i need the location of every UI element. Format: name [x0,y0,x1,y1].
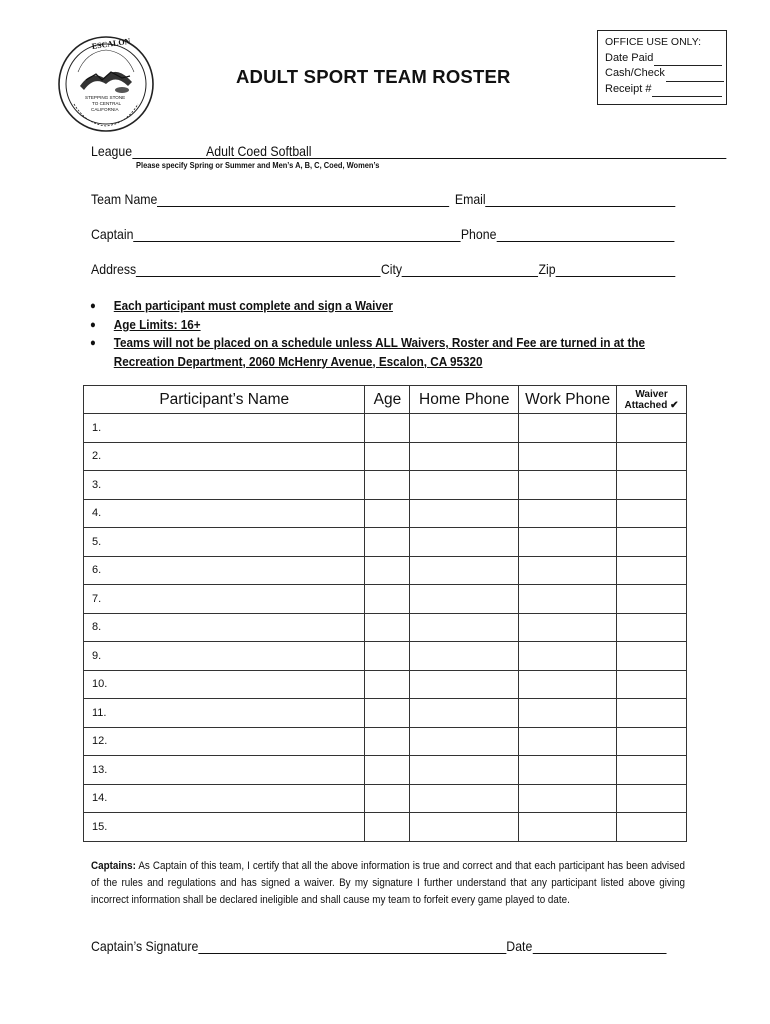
city-seal [56,34,156,134]
league-row [91,143,726,159]
captain-certification [91,858,685,909]
age-cell[interactable] [365,414,410,443]
waiver-cell[interactable] [617,813,687,842]
address-label: Address [91,261,137,277]
work-phone-cell[interactable] [519,613,617,642]
office-receipt [605,82,726,98]
waiver-header-line-1: Waiver [635,388,668,400]
age-cell[interactable] [365,756,410,785]
date-label: Date [506,938,533,954]
participant-name-cell[interactable]: 13. [84,756,365,785]
signature-row [91,938,666,954]
work-phone-cell[interactable] [519,727,617,756]
office-cash-check-label: Cash/Check [605,67,665,79]
roster-row [84,670,687,699]
roster-row [84,756,687,785]
home-phone-cell[interactable] [410,727,519,756]
phone-field[interactable] [496,228,674,242]
roster-row [84,642,687,671]
bullet-icon: ● [90,337,96,349]
waiver-header-line-2: Attached ✔ [624,399,679,411]
rules-list [90,297,680,371]
rule-waiver: Each participant must complete and sign a Waiver [113,298,393,313]
col-age: Age [365,386,410,414]
bullet-icon: ● [90,318,96,331]
roster-row [84,784,687,813]
home-phone-cell[interactable] [410,784,519,813]
rule-item [90,297,680,316]
roster-body [84,414,687,842]
roster-table [83,385,687,842]
age-cell[interactable] [365,727,410,756]
roster-row [84,528,687,557]
home-phone-cell[interactable] [410,756,519,785]
roster-row [84,699,687,728]
roster-row [84,613,687,642]
team-name-label: Team Name [91,191,158,207]
age-cell[interactable] [365,499,410,528]
home-phone-cell[interactable] [410,613,519,642]
address-row [91,261,675,277]
participant-name-cell[interactable]: 9. [84,642,365,671]
participant-name-cell[interactable]: 8. [84,613,365,642]
waiver-cell[interactable] [617,727,687,756]
age-cell[interactable] [365,699,410,728]
home-phone-cell[interactable] [410,414,519,443]
waiver-cell[interactable] [617,642,687,671]
captain-label: Captain [91,226,134,242]
waiver-cell[interactable] [617,556,687,585]
work-phone-cell[interactable] [519,756,617,785]
age-cell[interactable] [365,813,410,842]
participant-name-cell[interactable]: 3. [84,471,365,500]
roster-row [84,414,687,443]
roster-row [84,727,687,756]
work-phone-cell[interactable] [519,414,617,443]
bullet-icon: ● [90,300,96,312]
work-phone-cell[interactable] [519,499,617,528]
office-date-paid-label: Date Paid [605,51,654,64]
work-phone-cell[interactable] [519,471,617,500]
office-use-box [597,30,727,105]
rule-age: Age Limits: 16+ [113,316,201,332]
captain-row [91,226,674,242]
rule-item [90,334,680,353]
participant-name-cell[interactable]: 11. [84,699,365,728]
participant-name-cell[interactable]: 14. [84,784,365,813]
rule-item [90,316,680,335]
home-phone-cell[interactable] [410,528,519,557]
age-cell[interactable] [365,471,410,500]
participant-name-cell[interactable]: 7. [84,585,365,614]
phone-label: Phone [460,226,497,242]
captain-signature-label: Captain’s Signature [91,938,199,954]
zip-label: Zip [538,261,556,277]
seal-top-text: ESCALON [91,36,131,51]
work-phone-cell[interactable] [519,442,617,471]
team-name-row [91,191,676,207]
league-line-pre[interactable] [132,143,206,159]
team-name-field[interactable] [157,193,449,207]
email-label: Email [454,191,486,207]
home-phone-cell[interactable] [410,499,519,528]
home-phone-cell[interactable] [410,556,519,585]
age-cell[interactable] [365,585,410,614]
waiver-cell[interactable] [617,613,687,642]
certification-text: As Captain of this team, I certify that all the above information is true and correct and that each participant has been advised of the rules and regulations and has signed a waiver. By my signature I further understand that any participant listed above giving incorrect information shall be declared ineligible and shall cause my team to forfeit every game played to date. [91,860,686,906]
age-cell[interactable] [365,642,410,671]
city-field[interactable] [402,263,538,277]
home-phone-cell[interactable] [410,585,519,614]
age-cell[interactable] [365,784,410,813]
age-cell[interactable] [365,556,410,585]
age-cell[interactable] [365,670,410,699]
col-waiver-attached [617,386,687,414]
captain-signature-field[interactable] [198,940,506,954]
waiver-cell[interactable] [617,699,687,728]
work-phone-cell[interactable] [519,585,617,614]
roster-header-row [84,386,687,414]
email-field[interactable] [486,193,676,207]
home-phone-cell[interactable] [410,442,519,471]
roster-row [84,499,687,528]
waiver-cell[interactable] [617,528,687,557]
waiver-cell[interactable] [617,585,687,614]
participant-name-cell[interactable]: 2. [84,442,365,471]
participant-name-cell[interactable]: 6. [84,556,365,585]
participant-name-cell[interactable]: 4. [84,499,365,528]
home-phone-cell[interactable] [410,670,519,699]
home-phone-cell[interactable] [410,471,519,500]
league-hint: Please specify Spring or Summer and Men’s A, B, C, Coed, Women’s [136,160,380,170]
col-work-phone: Work Phone [519,386,617,414]
waiver-cell[interactable] [617,756,687,785]
participant-name-cell[interactable]: 15. [84,813,365,842]
office-receipt-label: Receipt # [605,82,652,95]
age-cell[interactable] [365,613,410,642]
waiver-cell[interactable] [617,414,687,443]
roster-row [84,813,687,842]
work-phone-cell[interactable] [519,784,617,813]
seal-line-2: TO CENTRAL [92,101,122,106]
waiver-cell[interactable] [617,670,687,699]
roster-row [84,585,687,614]
participant-name-cell[interactable]: 5. [84,528,365,557]
participant-name-cell[interactable]: 12. [84,727,365,756]
roster-row [84,442,687,471]
waiver-cell[interactable] [617,442,687,471]
col-participant-name: Participant’s Name [84,386,365,414]
home-phone-cell[interactable] [410,642,519,671]
age-cell[interactable] [365,442,410,471]
work-phone-cell[interactable] [519,642,617,671]
seal-line-1: STEPPING STONE [85,95,126,100]
age-cell[interactable] [365,528,410,557]
rule-schedule-continued: Recreation Department, 2060 McHenry Avenue, Escalon, CA 95320 [113,353,483,369]
office-cash-check-line[interactable] [666,71,724,82]
zip-field[interactable] [556,263,676,277]
rule-schedule: Teams will not be placed on a schedule unless ALL Waivers, Roster and Fee are turned in at the [113,335,646,350]
league-label: League [91,143,133,159]
captain-field[interactable] [133,228,460,242]
participant-name-cell[interactable]: 10. [84,670,365,699]
participant-name-cell[interactable]: 1. [84,414,365,443]
work-phone-cell[interactable] [519,670,617,699]
work-phone-cell[interactable] [519,813,617,842]
waiver-cell[interactable] [617,499,687,528]
waiver-cell[interactable] [617,471,687,500]
office-date-paid [605,51,726,67]
work-phone-cell[interactable] [519,528,617,557]
address-field[interactable] [136,263,381,277]
seal-line-3: CALIFORNIA [91,107,119,112]
certification-lead: Captains: [91,860,136,872]
office-date-paid-line[interactable] [654,55,722,66]
col-home-phone: Home Phone [410,386,519,414]
waiver-cell[interactable] [617,784,687,813]
work-phone-cell[interactable] [519,556,617,585]
date-field[interactable] [532,940,666,954]
office-receipt-line[interactable] [652,86,722,97]
office-cash-check [605,66,726,82]
work-phone-cell[interactable] [519,699,617,728]
league-value[interactable]: Adult Coed Softball [206,143,726,159]
city-label: City [380,261,403,277]
office-use-heading: OFFICE USE ONLY: [605,36,702,48]
roster-row [84,471,687,500]
home-phone-cell[interactable] [410,699,519,728]
form-title: ADULT SPORT TEAM ROSTER [236,66,511,87]
home-phone-cell[interactable] [410,813,519,842]
roster-row [84,556,687,585]
